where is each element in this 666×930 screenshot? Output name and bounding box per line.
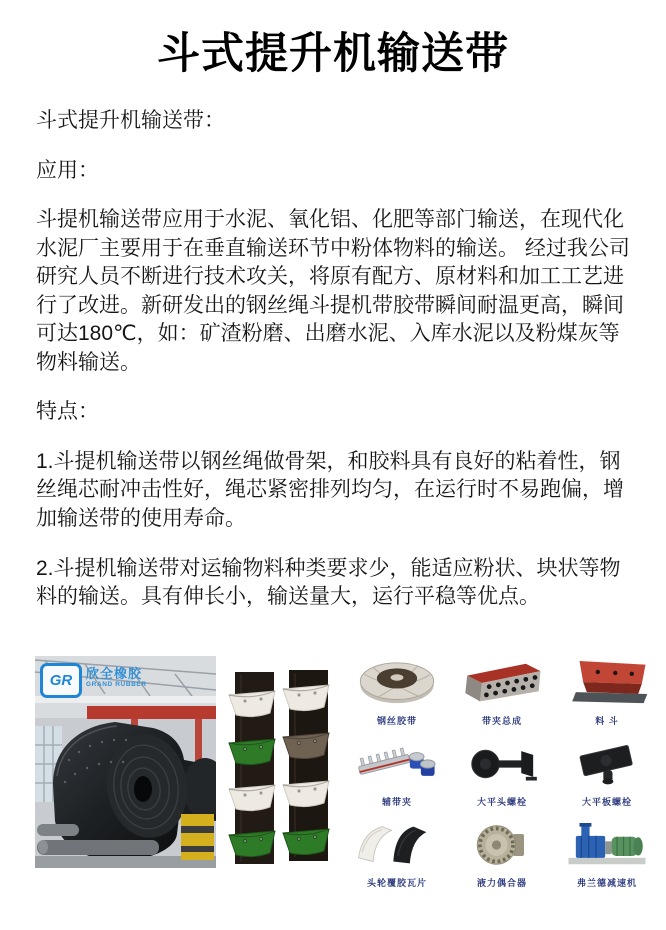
- logo-name-en: GRAND RUBBER: [86, 680, 147, 688]
- bucket-green-2: [229, 831, 275, 857]
- product-label: 大平板螺栓: [581, 796, 632, 807]
- head-pulley-rubber-tile-image: [353, 820, 441, 870]
- product-thumb-flat-head-bolt: [450, 739, 554, 808]
- main-belt-roll: [53, 722, 194, 861]
- product-label: 料 斗: [595, 715, 619, 726]
- product-thumb-fluid-coupling: [450, 820, 554, 889]
- bucket-white-2: [283, 685, 329, 711]
- bucket-board-illustration: [228, 669, 337, 864]
- product-label: 大平头螺栓: [476, 796, 527, 807]
- logo-abbr: GR: [49, 671, 73, 689]
- feature-item-2: 2.斗提机输送带对运输物料种类要求少，能适应粉状、块状等物料的输送。具有伸长小，输送量大，运行平稳等优点。: [36, 556, 621, 609]
- belt-clamp-assembly-image: [458, 658, 546, 708]
- logo-name-cn: 欣全橡胶: [86, 665, 143, 681]
- product-label: 钢丝胶带: [376, 715, 417, 726]
- product-name-line: 斗式提升机输送带：: [36, 109, 225, 132]
- features-heading: 特点：: [36, 400, 99, 424]
- yellow-machine: [181, 814, 214, 860]
- page-title: 斗式提升机输送带: [157, 30, 509, 78]
- blue-parts: [409, 752, 435, 775]
- bucket-white-3: [229, 785, 275, 811]
- product-thumb-hopper: [555, 658, 659, 727]
- steel-wire-belt-image: [353, 658, 441, 708]
- factory-belt-roll-photo: [35, 656, 216, 868]
- product-thumb-head-pulley-rubber-tile: [345, 820, 449, 889]
- flender-reducer-image: [563, 820, 651, 870]
- product-label: 带夹总成: [481, 715, 522, 726]
- product-thumb-belt-clamp-assembly: [450, 658, 554, 727]
- product-label: 辅带夹: [381, 796, 412, 807]
- brand-logo: [40, 663, 147, 698]
- logo-wordmark: [86, 663, 147, 688]
- hopper-image: [563, 658, 651, 708]
- bucket-green-1: [229, 739, 275, 765]
- product-label: 液力偶合器: [476, 877, 527, 888]
- product-thumb-steel-wire-belt: [345, 658, 449, 727]
- product-label: 弗兰德减速机: [576, 877, 637, 888]
- flat-head-bolt-image: [458, 739, 546, 789]
- feature-item-1: 1.斗提机输送带以钢丝绳做骨架，和胶料具有良好的粘着性，钢丝绳芯耐冲击性好，绳芯紧密排列均匀，在运行时不易跑偏，增加输送带的使用寿命。: [36, 449, 624, 531]
- elevator-buckets-photo: [228, 669, 337, 864]
- description-section: [36, 107, 634, 612]
- bucket-grey-1: [283, 733, 329, 759]
- fluid-coupling-image: [458, 820, 546, 870]
- accessories-grid: [345, 658, 659, 889]
- product-label: 头轮覆胶瓦片: [366, 877, 427, 888]
- product-thumb-flender-reducer: [555, 820, 659, 889]
- flat-plate-bolt-image: [563, 739, 651, 789]
- bucket-green-3: [283, 829, 329, 855]
- bucket-white-4: [283, 781, 329, 807]
- product-thumb-auxiliary-belt-clamp: [345, 739, 449, 808]
- application-paragraph: 斗提机输送带应用于水泥、氧化铝、化肥等部门输送，在现代化水泥厂主要用于在垂直输送环节中粉体物料的输送。 经过我公司研究人员不断进行技术攻关，将原有配方、原材料和加工工艺进行了改进。新研发出的钢丝绳斗提机带胶带瞬间耐温更高，瞬间可达180℃，如：矿渣粉磨、出磨水泥、入库水泥以及粉煤灰等物料输送。: [36, 208, 630, 374]
- application-heading: 应用：: [36, 158, 99, 182]
- logo-gr-icon: [40, 663, 82, 698]
- red-crane-beam: [87, 706, 216, 719]
- auxiliary-belt-clamp-image: [353, 739, 441, 789]
- bucket-white-1: [229, 691, 275, 717]
- product-gallery: [35, 656, 666, 889]
- product-thumb-flat-plate-bolt: [555, 739, 659, 808]
